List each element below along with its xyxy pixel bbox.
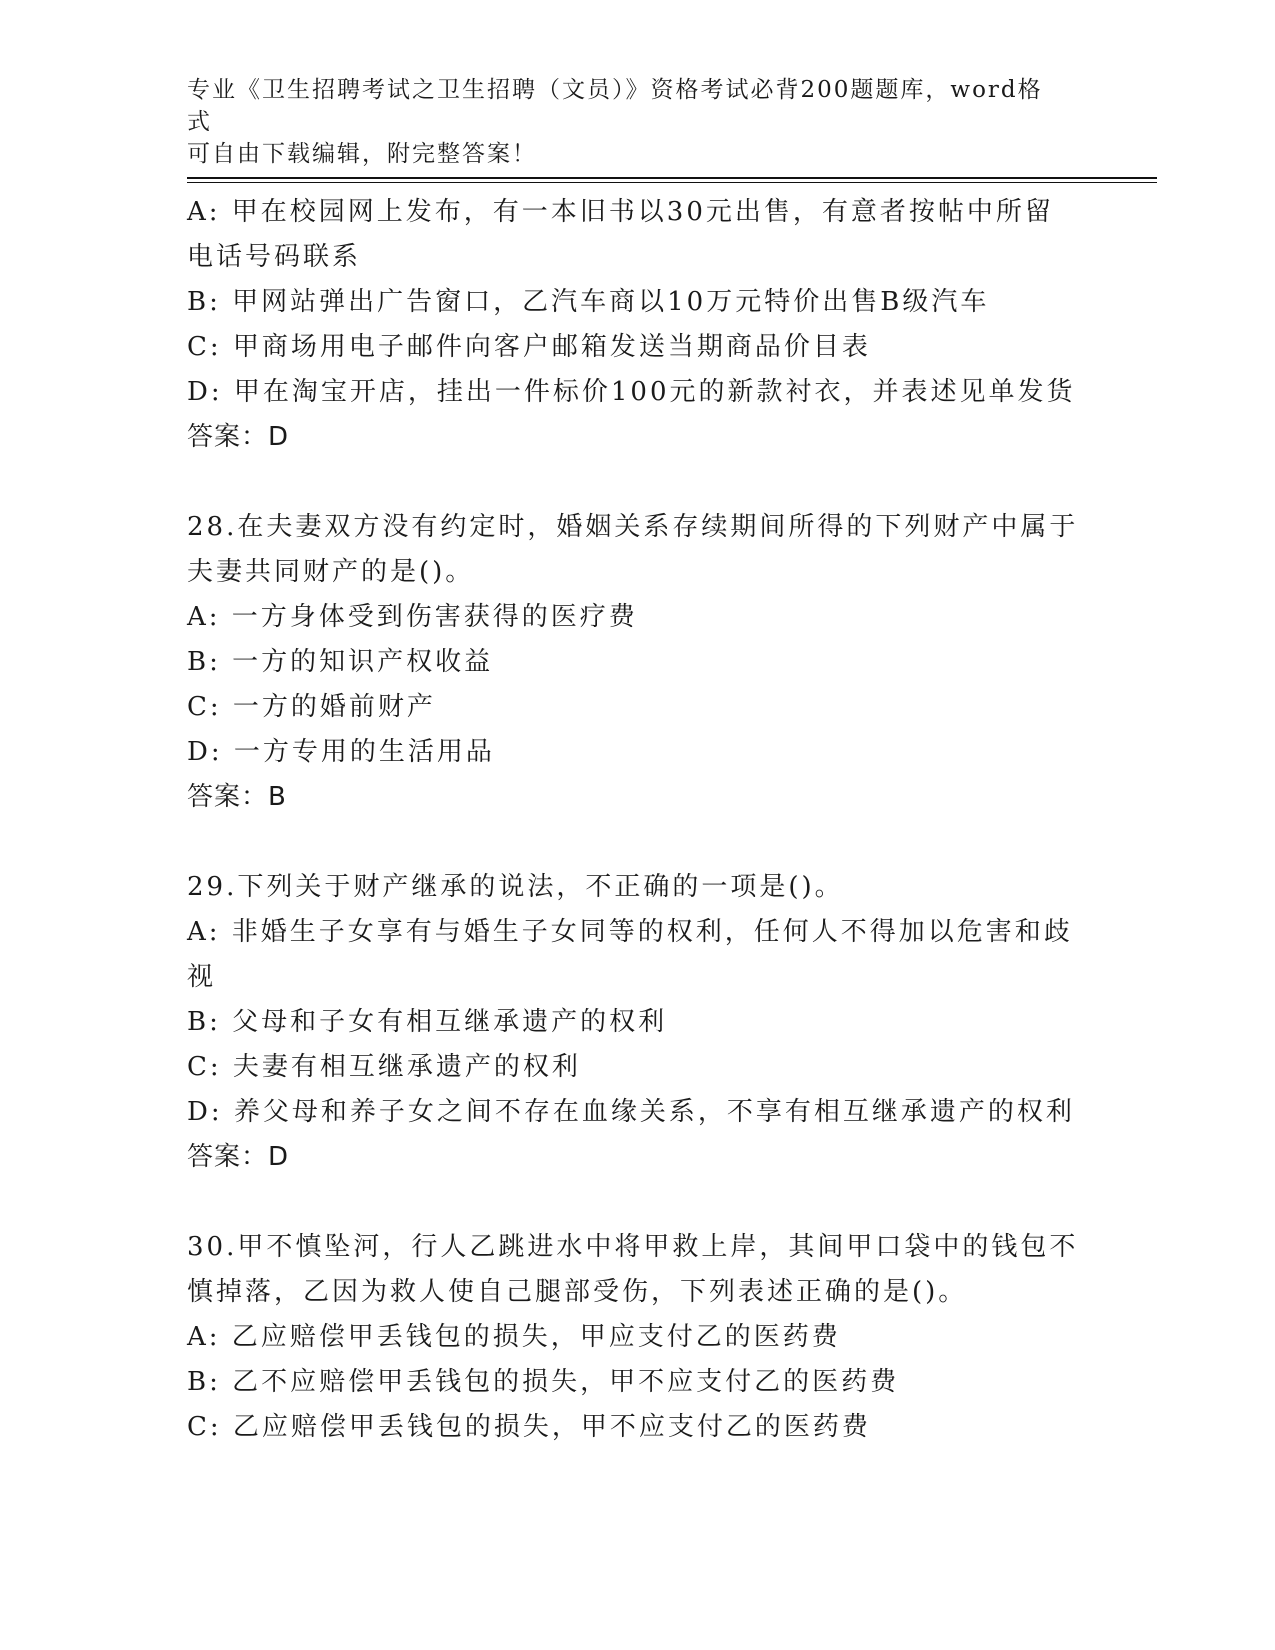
option-b: B: 父母和子女有相互继承遗产的权利 <box>187 1007 668 1037</box>
answer-label: 答案：D <box>187 422 290 452</box>
option-b: B: 乙不应赔偿甲丢钱包的损失，甲不应支付乙的医药费 <box>187 1367 900 1397</box>
header-line-2: 可自由下载编辑，附完整答案！ <box>187 141 537 167</box>
spacer <box>187 820 1087 865</box>
spacer <box>187 1180 1087 1225</box>
option-c: C: 一方的婚前财产 <box>187 692 436 722</box>
question-stem-line-2: 慎掉落，乙因为救人使自己腿部受伤，下列表述正确的是()。 <box>187 1277 968 1307</box>
question-list <box>187 190 1087 1450</box>
header-rule-thin <box>187 182 1157 183</box>
option-c: C: 夫妻有相互继承遗产的权利 <box>187 1052 581 1082</box>
answer-label: 答案：B <box>187 782 287 812</box>
question-28 <box>187 505 1087 820</box>
option-c: C: 乙应赔偿甲丢钱包的损失，甲不应支付乙的医药费 <box>187 1412 871 1442</box>
option-d: D: 一方专用的生活用品 <box>187 737 495 767</box>
option-a: A: 一方身体受到伤害获得的医疗费 <box>187 602 638 632</box>
question-stem-line-1: 30.甲不慎坠河，行人乙跳进水中将甲救上岸，其间甲口袋中的钱包不 <box>187 1232 1079 1262</box>
question-stem-line-2: 夫妻共同财产的是()。 <box>187 557 475 587</box>
option-b: B: 甲网站弹出广告窗口，乙汽车商以10万元特价出售B级汽车 <box>187 287 990 317</box>
option-b: B: 一方的知识产权收益 <box>187 647 494 677</box>
option-c: C: 甲商场用电子邮件向客户邮箱发送当期商品价目表 <box>187 332 871 362</box>
option-a-line-2: 视 <box>187 962 217 992</box>
option-a-line-1: A: 非婚生子女享有与婚生子女同等的权利，任何人不得加以危害和歧 <box>187 917 1073 947</box>
header-line-1: 专业《卫生招聘考试之卫生招聘（文员）》资格考试必背200题题库，word格式 <box>187 77 1043 135</box>
answer-label: 答案：D <box>187 1142 290 1172</box>
spacer <box>187 460 1087 505</box>
option-d: D: 甲在淘宝开店，挂出一件标价100元的新款衬衣，并表述见单发货 <box>187 377 1076 407</box>
option-a-line-2: 电话号码联系 <box>187 242 362 272</box>
document-header <box>187 74 1067 170</box>
question-stem: 29.下列关于财产继承的说法，不正确的一项是()。 <box>187 872 844 902</box>
question-27-options <box>187 190 1087 460</box>
header-rule-thick <box>187 177 1157 179</box>
option-a-line-1: A: 甲在校园网上发布，有一本旧书以30元出售，有意者按帖中所留 <box>187 197 1054 227</box>
question-stem-line-1: 28.在夫妻双方没有约定时，婚姻关系存续期间所得的下列财产中属于 <box>187 512 1079 542</box>
question-29 <box>187 865 1087 1180</box>
option-a: A: 乙应赔偿甲丢钱包的损失，甲应支付乙的医药费 <box>187 1322 841 1352</box>
question-30 <box>187 1225 1087 1450</box>
option-d: D: 养父母和养子女之间不存在血缘关系，不享有相互继承遗产的权利 <box>187 1097 1075 1127</box>
